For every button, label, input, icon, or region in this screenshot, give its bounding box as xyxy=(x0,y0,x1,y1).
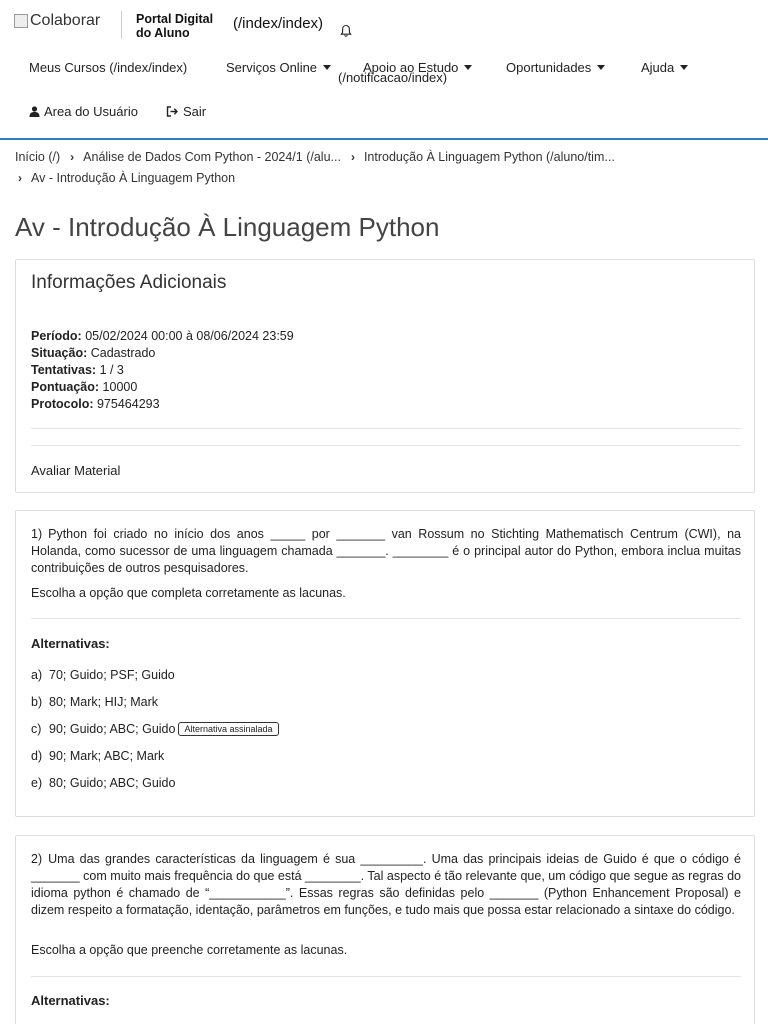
logout-label: Sair xyxy=(183,104,207,119)
info-situacao: Situação: Cadastrado xyxy=(31,346,156,360)
question-text xyxy=(31,526,741,577)
alternative-option-selected xyxy=(31,722,279,736)
logo-alt-text: Colaborar xyxy=(30,12,101,29)
question-body: Uma das grandes características da linguagem é sua _________. Uma das principais ideias de Guido é que o código é _______ com muito mais frequência do que está ________. Tal aspecto é tão relevante que, um código que segue as regras do idioma python é chamado de “___________”. Essas regras são definidas pelo _______ (Python Enhancement Proposal) e dizem respeito a formatação, identação, parâmetros em funções, e tudo mais que possa estar relacionado a sintaxe do código. xyxy=(31,852,741,917)
question-text xyxy=(31,851,741,919)
alternative-option xyxy=(31,776,175,790)
question-card xyxy=(15,835,755,1024)
top-header xyxy=(0,0,768,140)
caret-down-icon xyxy=(464,65,472,70)
nav-oportunidades[interactable] xyxy=(506,60,605,75)
user-area-link[interactable] xyxy=(29,104,138,119)
portal-home-link[interactable]: (/index/index) xyxy=(233,15,324,32)
alternative-option xyxy=(31,668,175,682)
portal-title-line1: Portal Digital xyxy=(136,12,214,26)
info-title: Informações Adicionais xyxy=(31,272,227,293)
portal-title[interactable] xyxy=(136,12,213,40)
question-instruction: Escolha a opção que completa corretamente as lacunas. xyxy=(31,586,346,600)
nav-servicos-online[interactable] xyxy=(226,60,331,75)
nav-ajuda[interactable] xyxy=(641,60,688,75)
colaborar-logo[interactable] xyxy=(14,12,100,30)
question-instruction: Escolha a opção que preenche corretamente as lacunas. xyxy=(31,943,348,957)
chevron-right-icon: › xyxy=(350,150,355,164)
divider xyxy=(31,445,741,446)
chevron-right-icon: › xyxy=(70,150,75,164)
user-area-label: Area do Usuário xyxy=(44,104,138,119)
nav-meus-cursos[interactable] xyxy=(29,60,187,75)
caret-down-icon xyxy=(680,65,688,70)
nav-label: Ajuda xyxy=(641,60,675,75)
caret-down-icon xyxy=(597,65,605,70)
alternative-letter: c) xyxy=(31,722,42,736)
alternative-letter: b) xyxy=(31,695,43,709)
alternative-letter: d) xyxy=(31,749,43,763)
broken-image-icon xyxy=(14,14,28,28)
selected-badge: Alternativa assinalada xyxy=(178,722,278,736)
alternative-text: 90; Guido; ABC; Guido xyxy=(49,722,176,736)
divider xyxy=(31,428,741,429)
alternatives-title: Alternativas: xyxy=(31,993,110,1008)
nav-label: Oportunidades xyxy=(506,60,592,75)
sign-out-icon xyxy=(166,106,179,117)
breadcrumb-home[interactable]: Início (/) xyxy=(15,150,61,164)
user-icon xyxy=(29,106,40,117)
divider xyxy=(31,976,741,977)
portal-title-line2: do Aluno xyxy=(136,26,190,40)
info-periodo: Período: 05/02/2024 00:00 à 08/06/2024 23:59 xyxy=(31,329,294,343)
alternative-option xyxy=(31,695,158,709)
breadcrumb-topic[interactable]: Introdução À Linguagem Python (/aluno/tim... xyxy=(363,150,615,164)
alternative-text: 80; Guido; ABC; Guido xyxy=(49,776,176,790)
question-card xyxy=(15,510,755,817)
alternative-letter: e) xyxy=(31,776,43,790)
nav-label: Serviços Online xyxy=(226,60,318,75)
notifications-link[interactable]: (/notificacao/index) xyxy=(338,70,448,85)
caret-down-icon xyxy=(323,65,331,70)
question-number: 1) xyxy=(31,527,43,541)
bell-icon[interactable] xyxy=(339,24,353,38)
divider xyxy=(31,618,741,619)
alternative-text: 80; Mark; HIJ; Mark xyxy=(49,695,159,709)
avaliar-material-link[interactable]: Avaliar Material xyxy=(31,463,121,478)
alternative-letter: a) xyxy=(31,668,43,682)
logo-divider xyxy=(121,11,122,39)
question-body: Python foi criado no início dos anos _____ por _______ van Rossum no Stichting Mathematisch Centrum (CWI), na Holanda, como sucessor de uma linguagem chamada _______. ________ é o principal autor do Python, embora inclua muitas contribuições de outros pesquisadores. xyxy=(31,527,741,575)
breadcrumb-course[interactable]: Análise de Dados Com Python - 2024/1 (/alu... xyxy=(83,150,341,164)
logout-link[interactable] xyxy=(166,104,206,119)
nav-label: Meus Cursos (/index/index) xyxy=(29,60,188,75)
alternative-text: 70; Guido; PSF; Guido xyxy=(49,668,175,682)
info-list xyxy=(31,328,294,413)
alternatives-title: Alternativas: xyxy=(31,636,110,651)
page-title: Av - Introdução À Linguagem Python xyxy=(15,212,440,242)
chevron-right-icon: › xyxy=(18,171,22,185)
alternative-text: 90; Mark; ABC; Mark xyxy=(49,749,165,763)
nav-label: Apoio ao Estudo xyxy=(363,60,459,75)
alternative-option xyxy=(31,749,164,763)
breadcrumb-current: Av - Introdução À Linguagem Python xyxy=(31,171,236,185)
info-card xyxy=(15,259,755,493)
info-protocolo: Protocolo: 975464293 xyxy=(31,397,160,411)
question-number: 2) xyxy=(31,852,43,866)
info-pontuacao: Pontuação: 10000 xyxy=(31,380,138,394)
info-tentativas: Tentativas: 1 / 3 xyxy=(31,363,124,377)
